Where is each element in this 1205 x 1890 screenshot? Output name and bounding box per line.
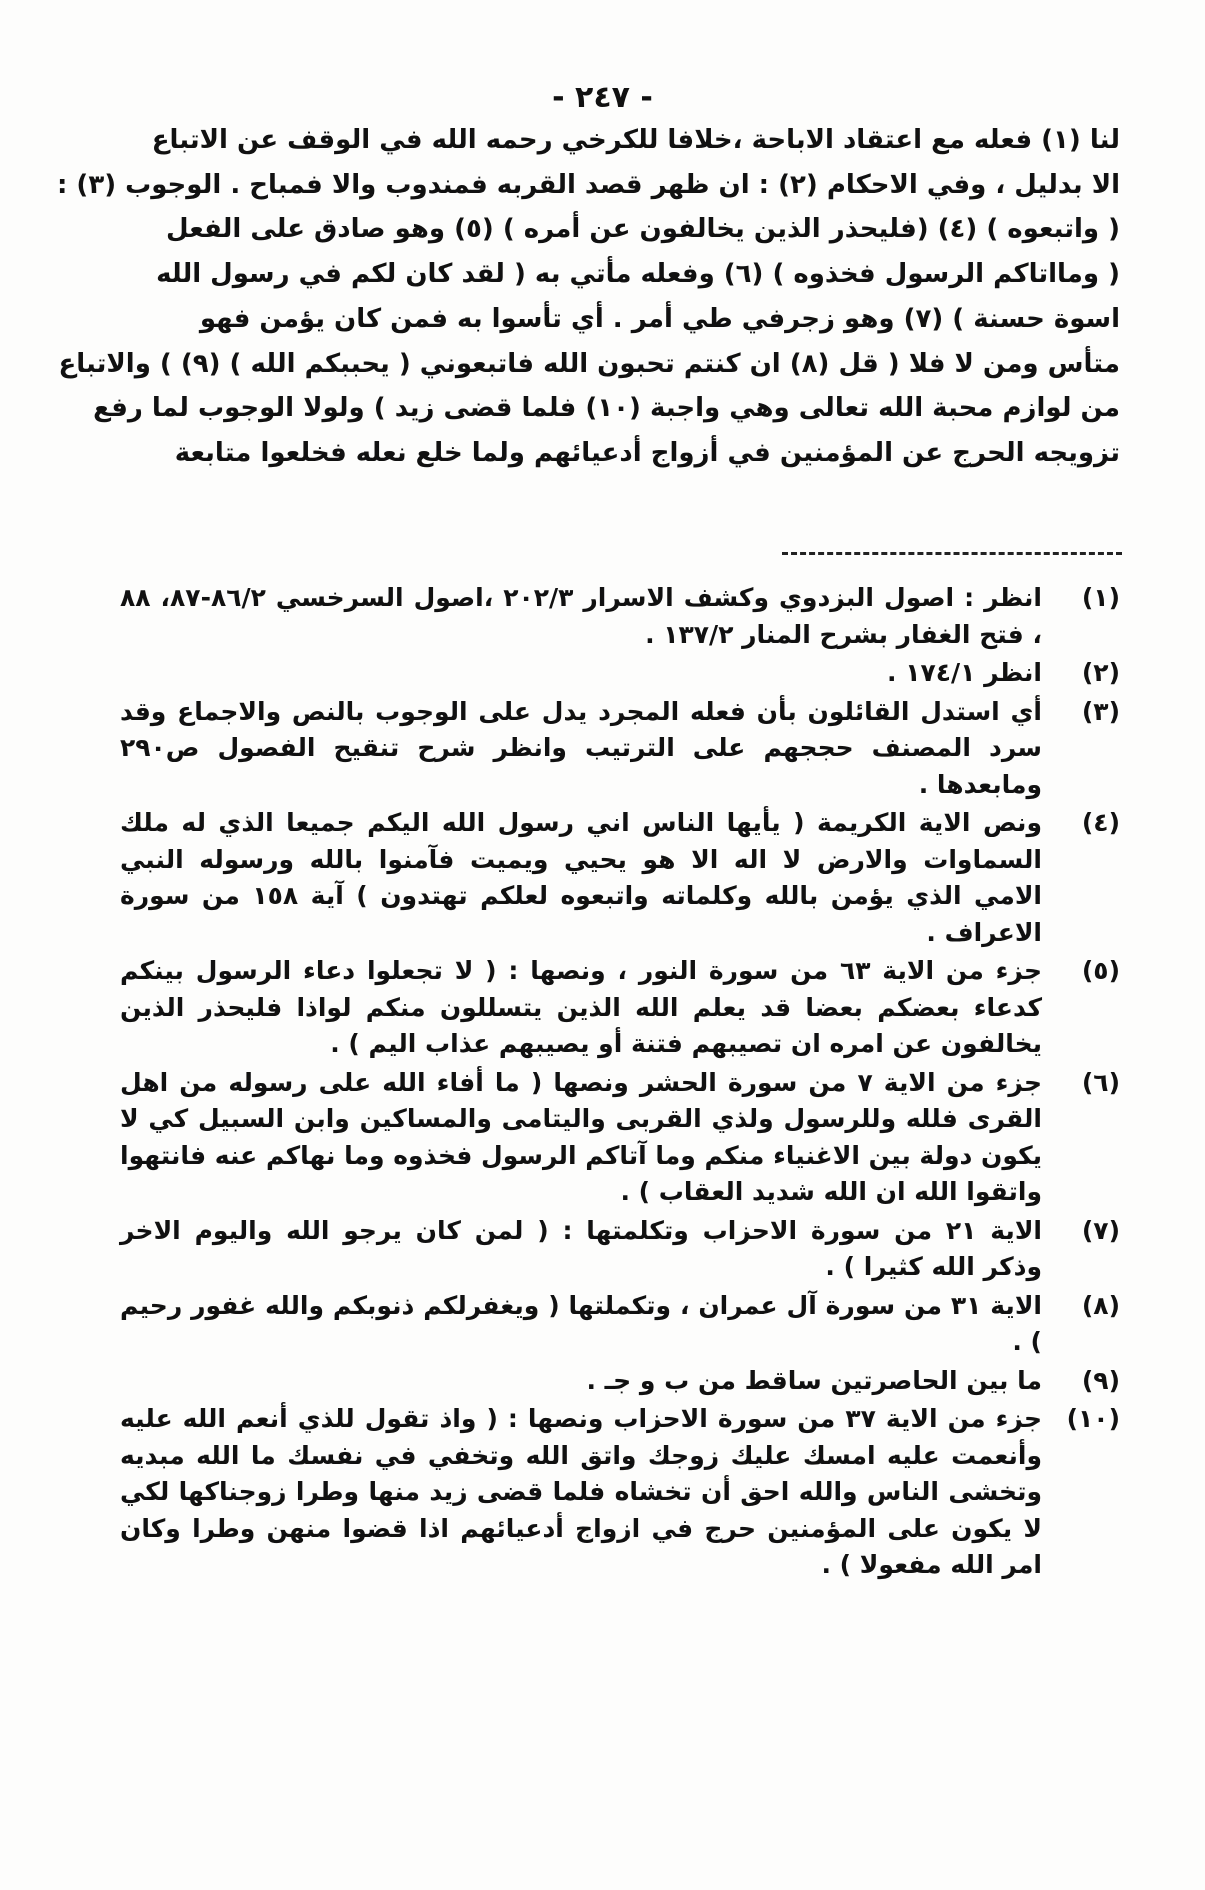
main-text-line: متأس ومن لا فلا ( قل (٨) ان كنتم تحبون الله فاتبعوني ( يحببكم الله ) (٩) ) والاتباع (58, 348, 1120, 379)
footnotes-list (120, 580, 1120, 1586)
footnote-text: ونص الاية الكريمة ( يأيها الناس اني رسول الله اليكم جميعا الذي له ملك السماوات والارض لا اله الا هو يحيي ويميت فآمنوا بالله ورسوله النبي الامي الذي يؤمن بالله وكلماته واتبعوه لعلكم تهتدون ) آية ١٥٨ من سورة الاعراف . (120, 808, 1042, 947)
footnote-text: جزء من الاية ٦٣ من سورة النور ، ونصها : ( لا تجعلوا دعاء الرسول بينكم كدعاء بعضكم بعضا قد يعلم الله الذين يتسللون منكم لواذا فليحذر الذين يخالفون عن امره ان تصيبهم فتنة أو يصيبهم عذاب اليم ) . (120, 956, 1043, 1058)
footnote-number: (٣) (1081, 696, 1120, 726)
footnote-number: (٨) (1081, 1290, 1120, 1320)
footnote-item (120, 953, 1120, 1063)
footnote-divider (782, 552, 1122, 555)
footnote-number: (١) (1081, 583, 1120, 612)
footnote-text: الاية ٣١ من سورة آل عمران ، وتكملتها ( ويغفرلكم ذنوبكم والله غفور رحيم ) . (120, 1290, 1042, 1356)
footnote-item (120, 580, 1120, 653)
main-text-line: اسوة حسنة ) (٧) وهو زجرفي طي أمر . أي تأسوا به فمن كان يؤمن فهو (199, 303, 1120, 334)
footnote-number: (٢) (1081, 658, 1120, 687)
main-text (56, 118, 1120, 476)
footnote-number: (٥) (1081, 956, 1120, 985)
footnote-item (120, 694, 1120, 804)
footnote-number: (٩) (1081, 1365, 1120, 1395)
footnote-item (120, 1288, 1120, 1361)
footnote-number: (٧) (1081, 1215, 1120, 1245)
footnote-text: الاية ٢١ من سورة الاحزاب وتكلمتها : ( لمن كان يرجو الله واليوم الاخر وذكر الله كثيرا ) . (120, 1215, 1043, 1281)
main-text-line: لنا (١) فعله مع اعتقاد الاباحة ،خلافا للكرخي رحمه الله في الوقف عن الاتباع (151, 125, 1120, 155)
footnote-text: أي استدل القائلون بأن فعله المجرد يدل على الوجوب بالنص والاجماع وقد سرد المصنف حججهم على الترتيب وانظر شرح تنقيح الفصول ص٢٩٠ ومابعدها . (120, 696, 1042, 799)
footnote-number: (١٠) (1066, 1404, 1120, 1433)
footnote-item (120, 1213, 1120, 1286)
main-text-line: تزويجه الحرج عن المؤمنين في أزواج أدعيائهم ولما خلع نعله فخلعوا متابعة (174, 438, 1120, 469)
footnote-text: جزء من الاية ٧ من سورة الحشر ونصها ( ما أفاء الله على رسوله من اهل القرى فلله وللرسول ولذي القربى واليتامى والمساكين وابن السبيل كي لا يكون دولة بين الاغنياء منكم وما آتاكم الرسول فخذوه وما نهاكم عنه فانتهوا واتقوا الله ان الله شديد العقاب ) . (120, 1067, 1042, 1206)
footnote-number: (٦) (1081, 1067, 1120, 1097)
footnote-item (120, 1401, 1120, 1584)
footnote-item (120, 1065, 1120, 1211)
main-text-line: من لوازم محبة الله تعالى وهي واجبة (١٠) فلما قضى زيد ) ولولا الوجوب لما رفع (93, 393, 1120, 424)
footnote-text: ما بين الحاصرتين ساقط من ب و جـ . (586, 1365, 1042, 1395)
footnote-text: انظر ١٧٤/١ . (887, 658, 1042, 687)
footnote-item (120, 1363, 1120, 1400)
main-text-line: ( واتبعوه ) (٤) (فليحذر الذين يخالفون عن أمره ) (٥) وهو صادق على الفعل (166, 214, 1120, 245)
footnote-number: (٤) (1081, 808, 1120, 837)
main-text-line: الا بدليل ، وفي الاحكام (٢) : ان ظهر قصد القربه فمندوب والا فمباح . الوجوب (٣) : (56, 169, 1120, 200)
footnote-text: انظر : اصول البزدوي وكشف الاسرار ٢٠٢/٣ ،اصول السرخسي ٨٦/٢-٨٧، ٨٨ ، فتح الغفار بشرح المنار ١٣٧/٢ . (120, 583, 1042, 649)
footnote-item (120, 805, 1120, 951)
page-number: - ٢٤٧ - (552, 80, 653, 115)
footnote-item (120, 655, 1120, 692)
main-text-line: ( ومااتاكم الرسول فخذوه ) (٦) وفعله مأتي به ( لقد كان لكم في رسول الله (156, 259, 1120, 290)
footnote-text: جزء من الاية ٣٧ من سورة الاحزاب ونصها : ( واذ تقول للذي أنعم الله عليه وأنعمت عليه امسك عليك زوجك واتق الله وتخفي في نفسك ما الله مبديه وتخشى الناس والله احق أن تخشاه فلما قضى زيد منها وطرا زوجناكها لكي لا يكون على المؤمنين حرج في ازواج أدعيائهم اذا قضوا منهن وطرا وكان امر الله مفعولا ) . (120, 1404, 1042, 1579)
